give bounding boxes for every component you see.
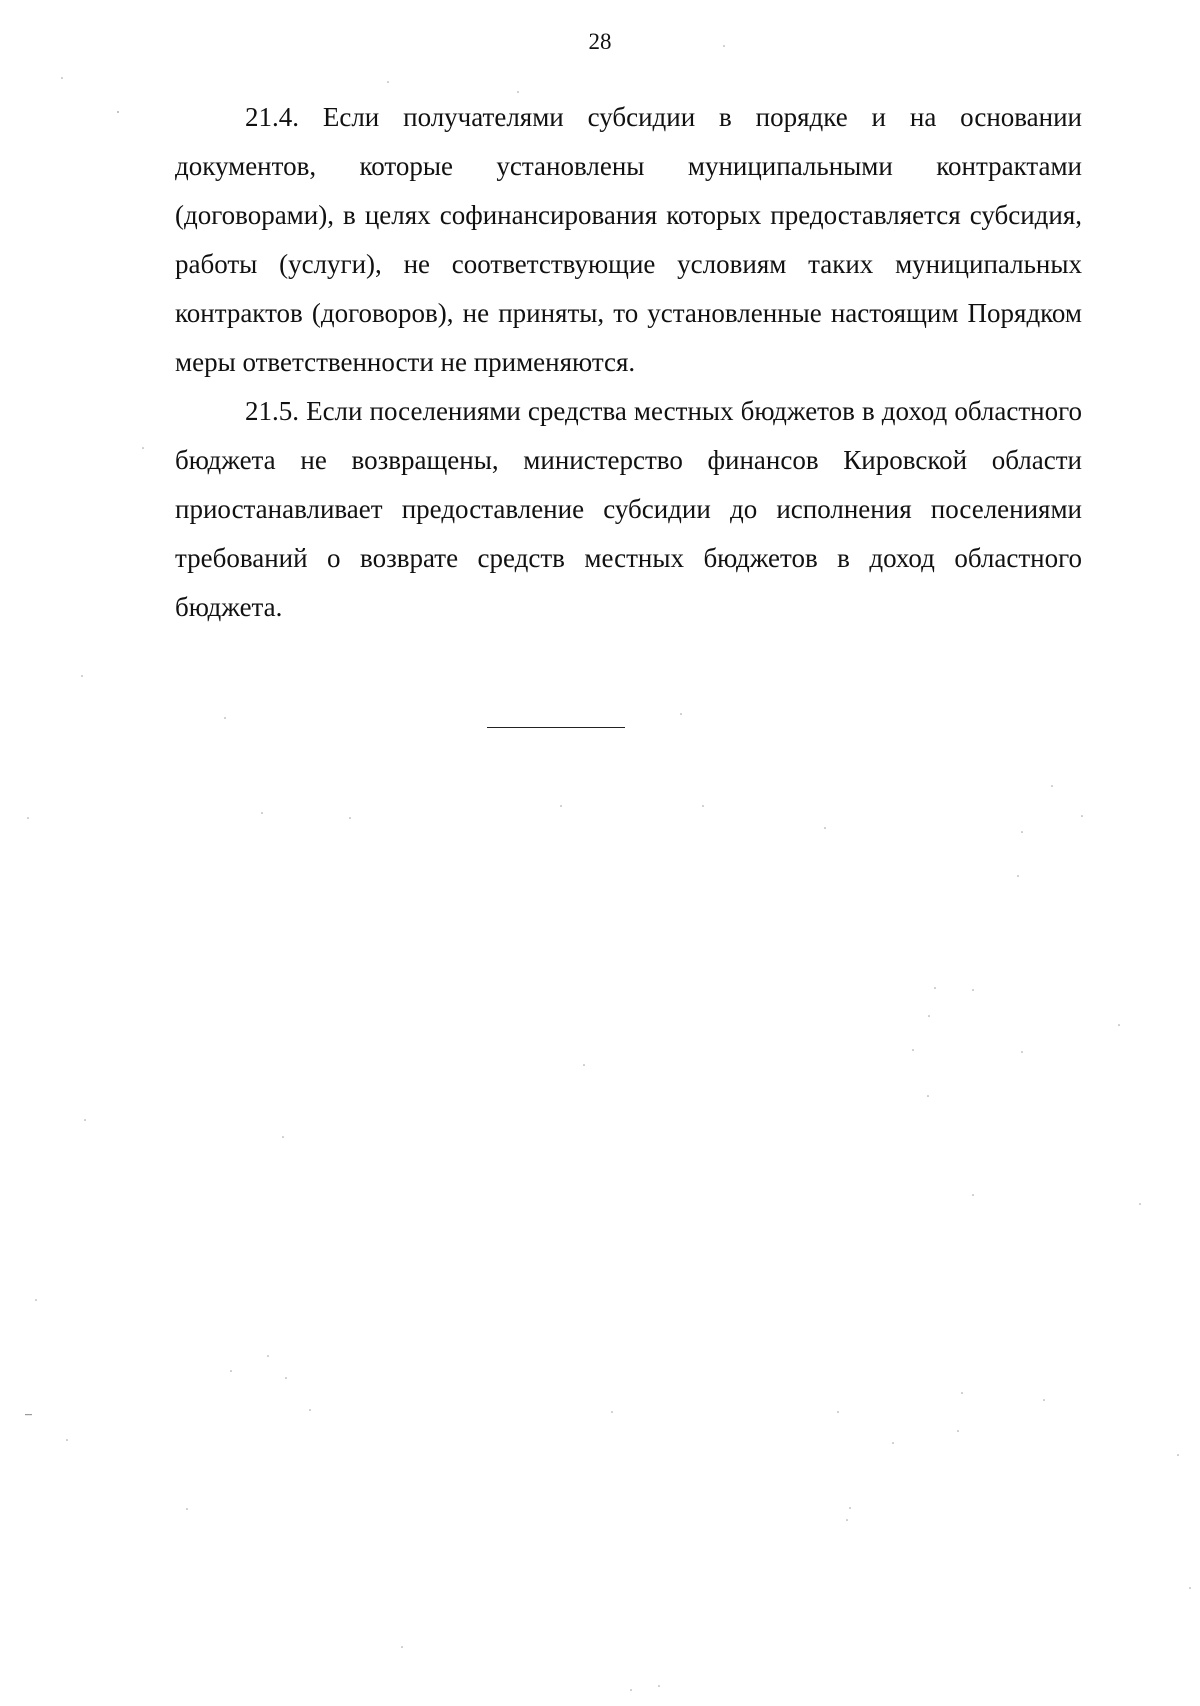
paragraph-21-5: 21.5. Если поселениями средства местных бюджетов в доход областного бюджета не возвращены, министерство финансов Кировской области приостанавливает предоставление субсидии до исполнения поселениями требований о возврате средств местных бюджетов в доход областного бюджета. [175,396,1082,622]
paragraph-21-4: 21.4. Если получателями субсидии в порядке и на основании документов, которые установлены муниципальными контрактами (договорами), в целях софинансирования которых предоставляется субсидия, работы (услуги), не соответствующие условиям таких муниципальных контрактов (договоров), не приняты, то установленные настоящим Порядком меры ответственности не применяются. [175,102,1082,377]
document-body [175,93,1082,632]
page-number: 28 [588,29,612,54]
end-separator-line [487,727,625,728]
